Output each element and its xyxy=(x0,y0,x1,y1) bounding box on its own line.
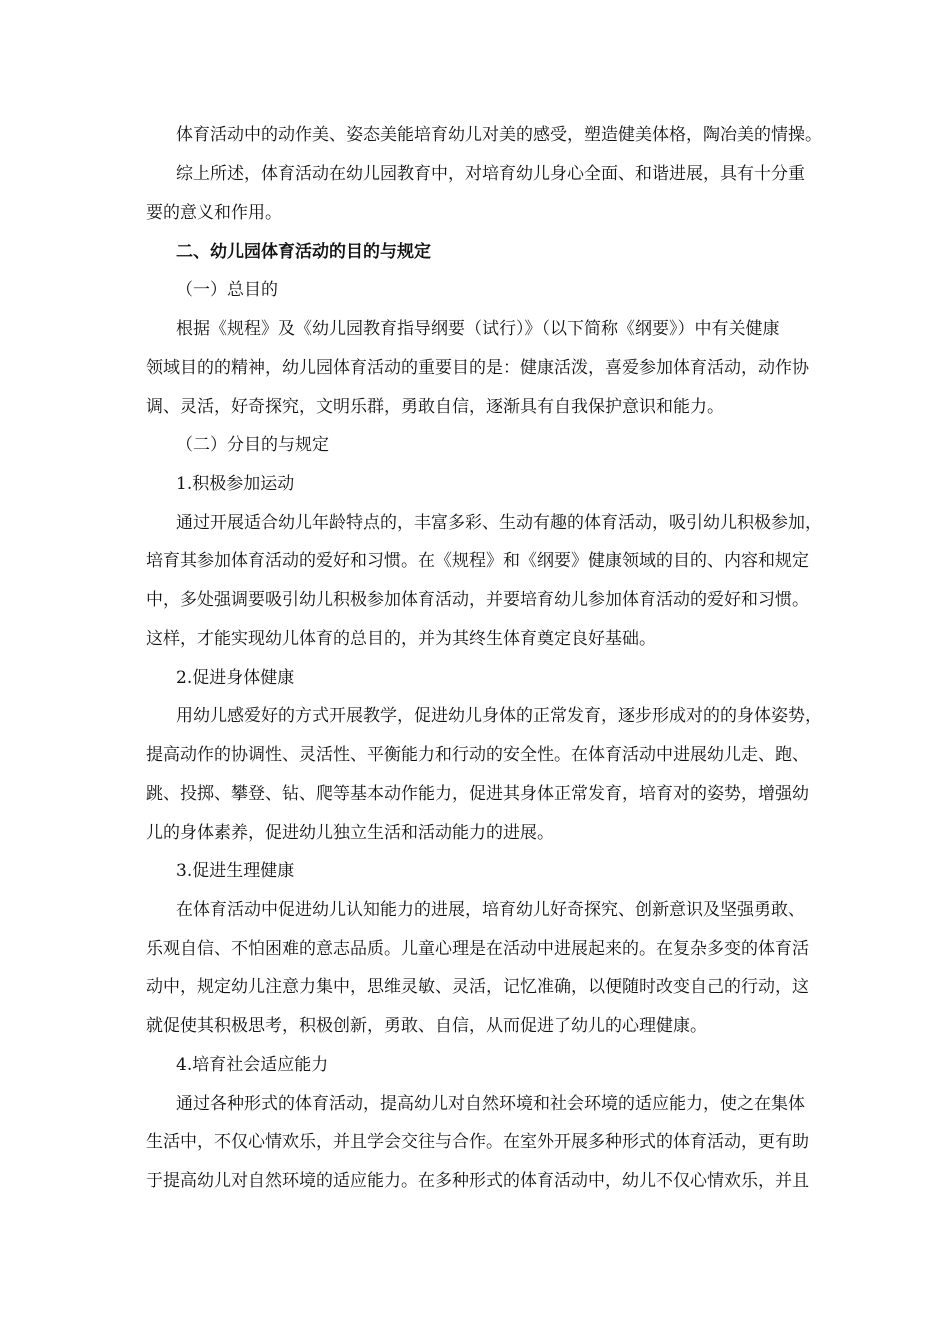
body-line: 就促使其积极思考，积极创新，勇敢、自信，从而促进了幼儿的心理健康。 xyxy=(146,1016,707,1036)
body-line: 这样，才能实现幼儿体育的总目的，并为其终生体育奠定良好基础。 xyxy=(146,629,656,649)
body-line: 乐观自信、不怕困难的意志品质。儿童心理是在活动中进展起来的。在复杂多变的体育活 xyxy=(146,939,809,959)
item-heading: 4.培育社会适应能力 xyxy=(176,1055,329,1075)
body-line: 领域目的的精神，幼儿园体育活动的重要目的是：健康活泼，喜爱参加体育活动，动作协 xyxy=(146,358,809,378)
body-line: 综上所述，体育活动在幼儿园教育中，对培育幼儿身心全面、和谐进展，具有十分重 xyxy=(176,164,805,184)
body-line: 提高动作的协调性、灵活性、平衡能力和行动的安全性。在体育活动中进展幼儿走、跑、 xyxy=(146,745,809,765)
body-line: 要的意义和作用。 xyxy=(146,203,282,223)
body-line: 调、灵活，好奇探究，文明乐群，勇敢自信，逐渐具有自我保护意识和能力。 xyxy=(146,397,724,417)
body-line: 动中，规定幼儿注意力集中，思维灵敏、灵活，记忆准确，以便随时改变自己的行动，这 xyxy=(146,977,809,997)
body-line: 生活中，不仅心情欢乐，并且学会交往与合作。在室外开展多种形式的体育活动，更有助 xyxy=(146,1132,809,1152)
body-line: 用幼儿感爱好的方式开展教学，促进幼儿身体的正常发育，逐步形成对的的身体姿势， xyxy=(176,706,822,726)
item-heading: 2.促进身体健康 xyxy=(176,668,295,688)
body-line: 根据《规程》及《幼儿园教育指导纲要（试行）》（以下简称《纲要》）中有关健康 xyxy=(176,319,780,339)
body-line: 跳、投掷、攀登、钻、爬等基本动作能力，促进其身体正常发育，培育对的姿势，增强幼 xyxy=(146,784,809,804)
body-line: 在体育活动中促进幼儿认知能力的进展，培育幼儿好奇探究、创新意识及坚强勇敢、 xyxy=(176,900,805,920)
item-heading: 3.促进生理健康 xyxy=(176,861,295,881)
subsection-heading: （二）分目的与规定 xyxy=(176,435,329,455)
body-line: 培育其参加体育活动的爱好和习惯。在《规程》和《纲要》健康领域的目的、内容和规定 xyxy=(146,551,809,571)
body-line: 体育活动中的动作美、姿态美能培育幼儿对美的感受，塑造健美体格，陶冶美的情操。 xyxy=(176,125,822,145)
body-line: 中，多处强调要吸引幼儿积极参加体育活动，并要培育幼儿参加体育活动的爱好和习惯。 xyxy=(146,590,809,610)
item-heading: 1.积极参加运动 xyxy=(176,474,295,494)
section-heading: 二、幼儿园体育活动的目的与规定 xyxy=(176,242,431,262)
body-line: 于提高幼儿对自然环境的适应能力。在多种形式的体育活动中，幼儿不仅心情欢乐，并且 xyxy=(146,1171,809,1191)
body-line: 通过开展适合幼儿年龄特点的，丰富多彩、生动有趣的体育活动，吸引幼儿积极参加， xyxy=(176,513,822,533)
body-line: 儿的身体素养，促进幼儿独立生活和活动能力的进展。 xyxy=(146,823,554,843)
subsection-heading: （一）总目的 xyxy=(176,280,278,300)
body-line: 通过各种形式的体育活动，提高幼儿对自然环境和社会环境的适应能力，使之在集体 xyxy=(176,1094,805,1114)
